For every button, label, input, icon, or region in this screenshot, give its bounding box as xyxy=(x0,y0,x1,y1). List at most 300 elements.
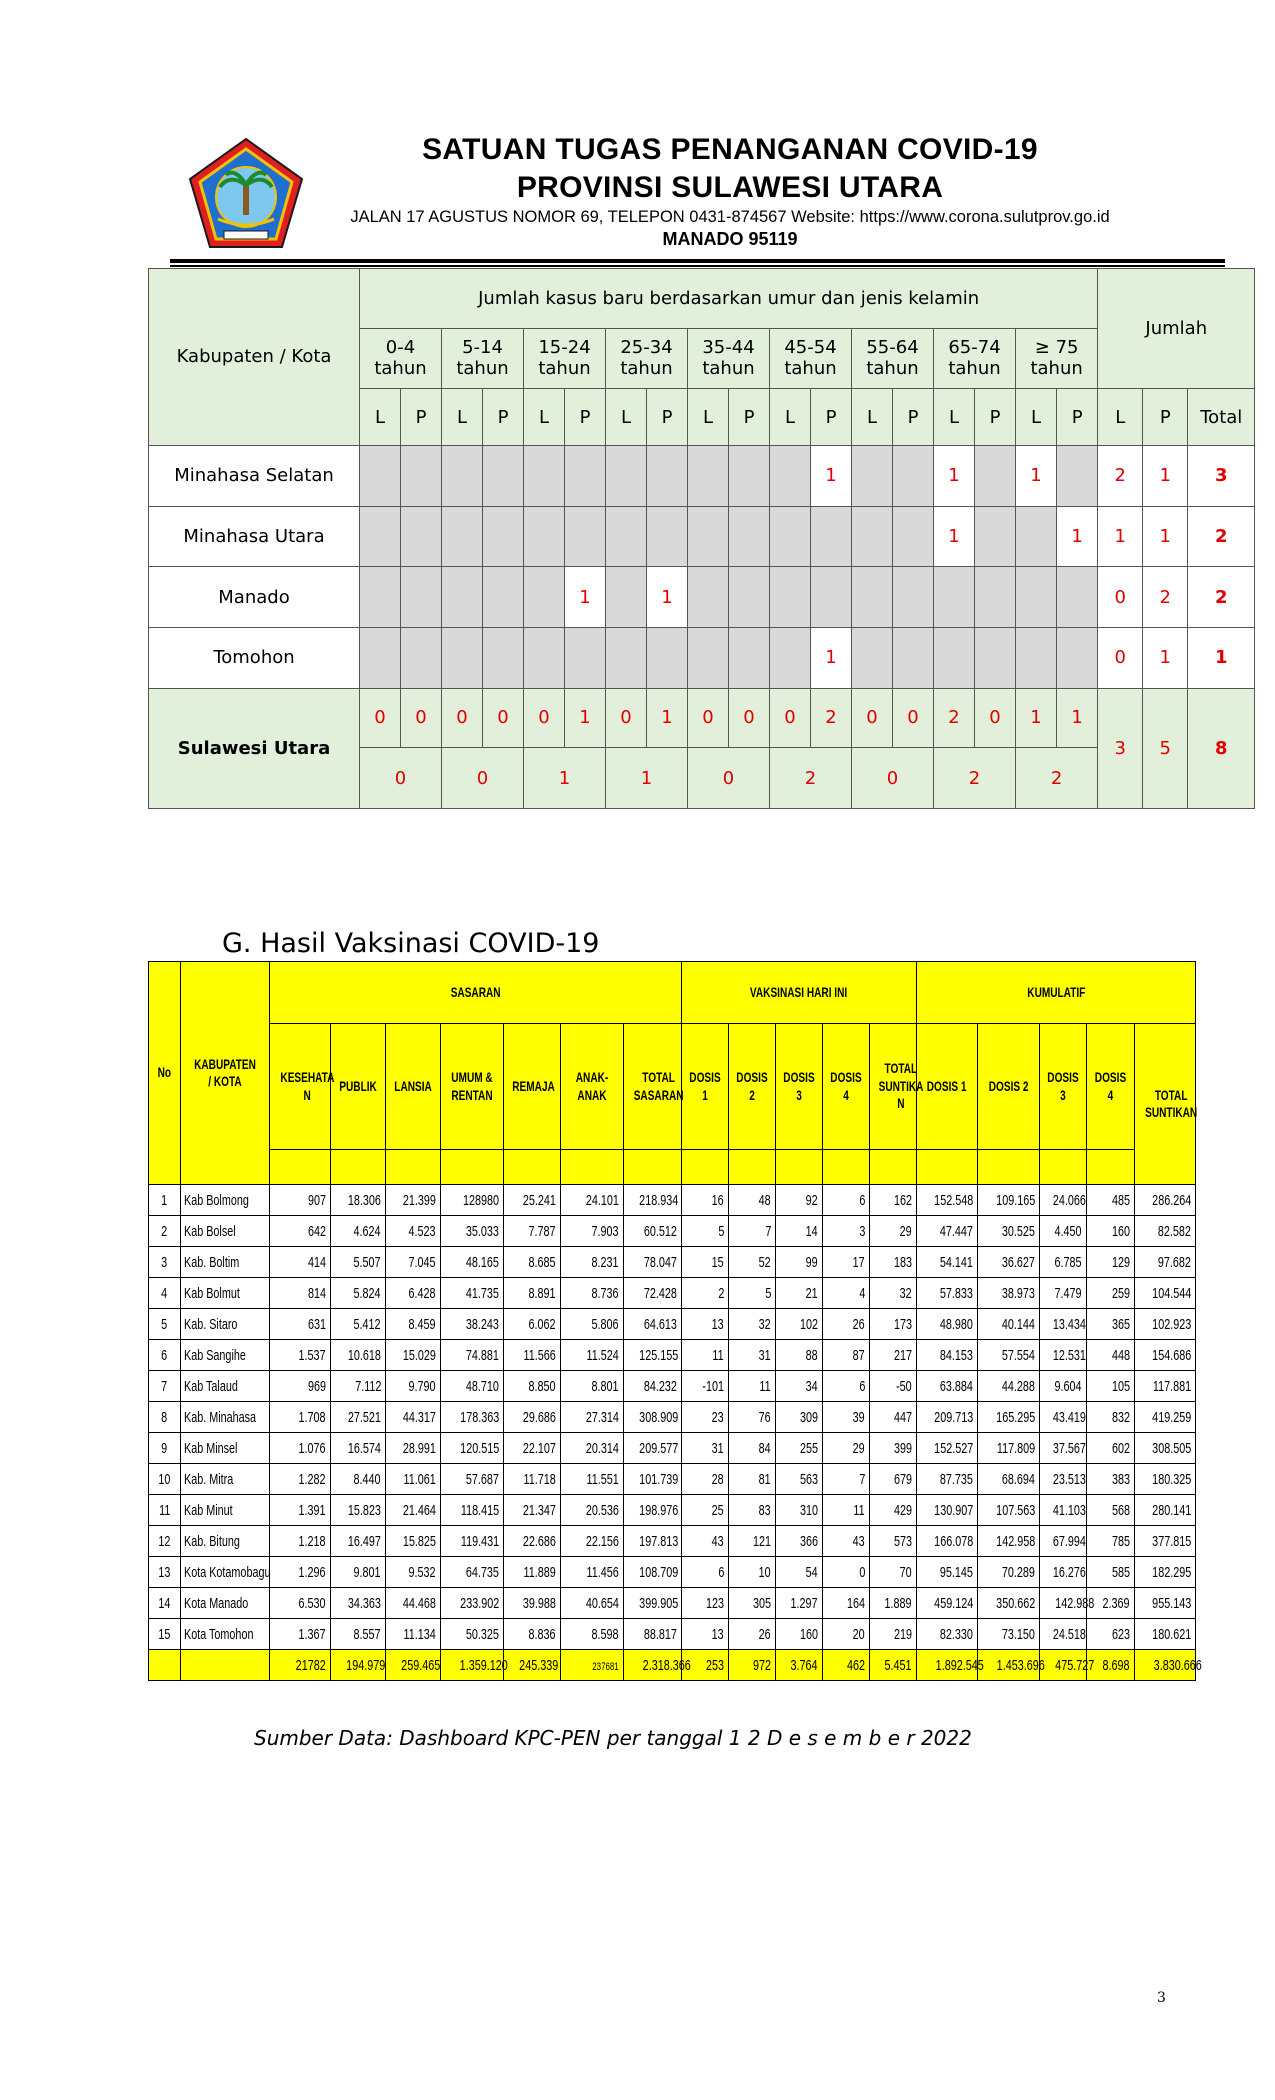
region-column-header: Kabupaten / Kota xyxy=(149,269,360,446)
vaccination-value-value: 154.686 xyxy=(1152,1346,1192,1364)
region-name xyxy=(181,1278,270,1309)
vaccination-value xyxy=(504,1557,561,1588)
case-cell xyxy=(401,627,442,688)
vaccination-value xyxy=(441,1433,504,1464)
vaccination-value xyxy=(1135,1247,1196,1278)
age-range-label: 5-14 xyxy=(462,337,503,359)
vaccination-value xyxy=(504,1309,561,1340)
vaccination-value-value: 173 xyxy=(893,1315,913,1333)
vaccination-value xyxy=(917,1588,978,1619)
vaccination-value xyxy=(270,1619,331,1650)
vaccination-row xyxy=(149,1495,1196,1526)
sex-label-male: L xyxy=(524,389,565,446)
vaccination-value-value: 84.153 xyxy=(939,1346,974,1364)
vaccination-value xyxy=(1040,1185,1087,1216)
kumulatif-col-header-label: DOSIS 1 xyxy=(927,1077,967,1094)
case-cell xyxy=(688,506,729,567)
vaccination-value-value: 23.513 xyxy=(1052,1470,1086,1488)
vaccination-value-value: 585 xyxy=(1111,1563,1131,1581)
vaccination-value-value: 164 xyxy=(846,1594,866,1612)
total-no-cell xyxy=(149,1650,181,1681)
vaccination-total xyxy=(386,1650,441,1681)
case-cell xyxy=(688,445,729,506)
sex-label-female: P xyxy=(811,389,852,446)
sex-label-female: P xyxy=(1143,389,1188,446)
vaccination-value xyxy=(1087,1433,1135,1464)
vaccination-value-value: 16.574 xyxy=(347,1439,381,1457)
vaccination-value-value: 814 xyxy=(307,1284,326,1302)
vaccination-value xyxy=(270,1340,331,1371)
region-name-value: Kota Kotamobagu xyxy=(184,1563,271,1581)
sex-label-male: L xyxy=(770,389,811,446)
vaccination-value xyxy=(729,1402,776,1433)
vaccination-value xyxy=(1040,1526,1087,1557)
province-age-cell: 1 xyxy=(606,748,688,809)
vaccination-value-value: 102.923 xyxy=(1152,1315,1192,1333)
vaccination-value-value: 88.817 xyxy=(643,1625,678,1643)
vaccination-value-value: 11.566 xyxy=(523,1346,556,1364)
vaccination-value xyxy=(978,1526,1040,1557)
sasaran-col-header xyxy=(331,1024,386,1150)
vaccination-total-value: 462 xyxy=(846,1656,866,1674)
sasaran-col-header xyxy=(270,1024,335,1150)
case-cell: 1 xyxy=(934,445,975,506)
sex-label-male: L xyxy=(852,389,893,446)
vaccination-value xyxy=(1135,1340,1196,1371)
vaccination-row xyxy=(149,1278,1196,1309)
vaccination-value xyxy=(823,1619,870,1650)
row-number-value: 1 xyxy=(161,1191,168,1209)
vaccination-value-value: 25.241 xyxy=(522,1191,556,1209)
vaccination-total-value: 5.451 xyxy=(884,1656,913,1674)
vaccination-value-value: 602 xyxy=(1111,1439,1131,1457)
vaccination-value xyxy=(331,1402,386,1433)
vaccination-value-value: 31 xyxy=(759,1346,772,1364)
hari-ini-col-header-label: DOSIS 4 xyxy=(830,1069,862,1103)
vaccination-total xyxy=(917,1650,984,1681)
row-number-value: 3 xyxy=(161,1253,168,1271)
vaccination-value-value: 43.419 xyxy=(1052,1408,1086,1426)
vaccination-value-value: 142.988 xyxy=(1055,1594,1095,1612)
age-group-header xyxy=(688,328,770,389)
case-cell xyxy=(852,445,893,506)
vaccination-value xyxy=(870,1619,917,1650)
vaccination-value-value: 7 xyxy=(765,1222,772,1240)
vaccination-value xyxy=(624,1185,682,1216)
vaccination-value-value: 48.980 xyxy=(939,1315,974,1333)
vaccination-value xyxy=(441,1309,504,1340)
province-sex-cell: 0 xyxy=(975,688,1016,748)
vaccination-value xyxy=(270,1495,331,1526)
vaccination-value xyxy=(776,1185,823,1216)
vaccination-value xyxy=(682,1495,729,1526)
vaccination-value-value: 955.143 xyxy=(1152,1594,1192,1612)
blank-header-cell xyxy=(441,1150,504,1185)
vaccination-value xyxy=(331,1371,386,1402)
total-name-cell xyxy=(181,1650,270,1681)
province-total-female: 5 xyxy=(1143,688,1188,808)
vaccination-value-value: 15.029 xyxy=(402,1346,436,1364)
region-name xyxy=(181,1588,270,1619)
vaccination-value-value: 308.505 xyxy=(1152,1439,1192,1457)
vaccination-row xyxy=(149,1216,1196,1247)
row-number-value: 6 xyxy=(161,1346,168,1364)
region-name-value: Kab. Boltim xyxy=(184,1253,240,1271)
case-cell xyxy=(483,445,524,506)
vaccination-value xyxy=(917,1619,978,1650)
case-cell xyxy=(442,567,483,628)
case-cell: 1 xyxy=(811,627,852,688)
vaccination-total xyxy=(441,1650,508,1681)
vaccination-value xyxy=(1040,1495,1087,1526)
vaccination-total xyxy=(729,1650,776,1681)
vaccination-value-value: 34 xyxy=(806,1377,819,1395)
vaccination-value-value: 125.155 xyxy=(639,1346,679,1364)
vaccination-value xyxy=(823,1185,870,1216)
vaccination-value-value: 31 xyxy=(712,1439,725,1457)
vaccination-value xyxy=(270,1278,331,1309)
vaccination-value-value: 60.512 xyxy=(643,1222,678,1240)
case-cell xyxy=(606,627,647,688)
vaccination-value-value: 7 xyxy=(859,1470,866,1488)
vaccination-value-value: 6 xyxy=(718,1563,725,1581)
vaccination-value-value: 142.958 xyxy=(995,1532,1036,1550)
case-cell xyxy=(565,506,606,567)
vaccination-value xyxy=(1040,1371,1087,1402)
case-cell xyxy=(1016,627,1057,688)
vaccination-value xyxy=(823,1309,870,1340)
vaccination-value-value: 44.288 xyxy=(1001,1377,1036,1395)
vaccination-value-value: 38.243 xyxy=(465,1315,499,1333)
case-cell: 1 xyxy=(1016,445,1057,506)
vaccination-value-value: 414 xyxy=(307,1253,326,1271)
vaccination-value xyxy=(978,1464,1040,1495)
vaccination-value-value: 9.790 xyxy=(408,1377,436,1395)
case-cell xyxy=(688,627,729,688)
vaccination-total-value: 972 xyxy=(752,1656,772,1674)
vaccination-row xyxy=(149,1464,1196,1495)
age-unit-label: tahun xyxy=(456,358,509,380)
vaccination-value-value: 7.903 xyxy=(591,1222,619,1240)
region-name xyxy=(181,1402,270,1433)
vaccination-total xyxy=(1040,1650,1095,1681)
vaccination-value-value: 6.530 xyxy=(298,1594,326,1612)
vaccination-value-value: 92 xyxy=(806,1191,819,1209)
vaccination-value-value: 72.428 xyxy=(643,1284,678,1302)
case-cell xyxy=(770,627,811,688)
row-number xyxy=(149,1619,181,1650)
vaccination-value xyxy=(1087,1402,1135,1433)
vaccination-value xyxy=(331,1185,386,1216)
vaccination-value xyxy=(729,1185,776,1216)
region-name xyxy=(181,1619,270,1650)
vaccination-value-value: 2.369 xyxy=(1102,1594,1131,1612)
blank-header-cell xyxy=(729,1150,776,1185)
vaccination-value-value: 120.515 xyxy=(459,1439,499,1457)
sex-label-female: P xyxy=(565,389,606,446)
vaccination-total xyxy=(870,1650,917,1681)
vaccination-value xyxy=(1087,1216,1135,1247)
vaccination-value xyxy=(1135,1185,1196,1216)
vaccination-value xyxy=(729,1309,776,1340)
province-age-cell: 0 xyxy=(360,748,442,809)
total-male: 0 xyxy=(1098,627,1143,688)
vaccination-value xyxy=(917,1526,978,1557)
vaccination-value xyxy=(917,1247,978,1278)
age-range-label: 35-44 xyxy=(702,337,755,359)
hari-ini-col-header xyxy=(870,1024,924,1150)
vaccination-value xyxy=(776,1464,823,1495)
kumulatif-col-header xyxy=(917,1024,978,1150)
vaccination-value-value: 26 xyxy=(759,1625,772,1643)
vaccination-value xyxy=(870,1526,917,1557)
vaccination-value xyxy=(504,1619,561,1650)
age-range-label: ≥ 75 xyxy=(1034,337,1079,359)
vaccination-total xyxy=(776,1650,823,1681)
region-name xyxy=(181,1340,270,1371)
vaccination-value-value: 50.325 xyxy=(465,1625,499,1643)
vaccination-value-value: 1.218 xyxy=(298,1532,326,1550)
vaccination-value-value: 7.045 xyxy=(408,1253,436,1271)
vaccination-value xyxy=(386,1247,441,1278)
vaccination-value xyxy=(441,1402,504,1433)
vaccination-value xyxy=(776,1340,823,1371)
vaccination-value xyxy=(441,1278,504,1309)
vaccination-value xyxy=(917,1278,978,1309)
case-cell: 1 xyxy=(811,445,852,506)
vaccination-value-value: 11.456 xyxy=(586,1563,619,1581)
vaccination-value xyxy=(561,1216,624,1247)
vaccination-value xyxy=(386,1619,441,1650)
vaccination-value xyxy=(1135,1588,1196,1619)
vaccination-value-value: 365 xyxy=(1111,1315,1131,1333)
province-sex-cell: 0 xyxy=(483,688,524,748)
vaccination-value-value: 14 xyxy=(806,1222,819,1240)
vaccination-value xyxy=(870,1309,917,1340)
case-cell xyxy=(811,567,852,628)
vaccination-value xyxy=(624,1371,682,1402)
vaccination-value xyxy=(331,1247,386,1278)
vaccination-value xyxy=(270,1402,331,1433)
vaccination-value xyxy=(331,1340,386,1371)
vaccination-value-value: 310 xyxy=(799,1501,819,1519)
vaccination-value xyxy=(270,1371,331,1402)
case-cell xyxy=(729,627,770,688)
total-cases: 2 xyxy=(1188,567,1255,628)
vaccination-value-value: 39.988 xyxy=(522,1594,556,1612)
vaccination-value-value: 217 xyxy=(893,1346,913,1364)
age-unit-label: tahun xyxy=(374,358,427,380)
case-cell xyxy=(442,506,483,567)
vaccination-value-value: 44.317 xyxy=(402,1408,436,1426)
case-cell xyxy=(770,567,811,628)
vaccination-value-value: 68.694 xyxy=(1001,1470,1036,1488)
case-cell xyxy=(524,567,565,628)
case-cell xyxy=(401,506,442,567)
total-female: 1 xyxy=(1143,445,1188,506)
vaccination-row xyxy=(149,1402,1196,1433)
vaccination-value xyxy=(978,1402,1040,1433)
vaccination-row xyxy=(149,1526,1196,1557)
vaccination-value xyxy=(624,1433,682,1464)
vaccination-value-value: 563 xyxy=(799,1470,819,1488)
row-number xyxy=(149,1402,181,1433)
age-unit-label: tahun xyxy=(620,358,673,380)
kumulatif-col-header xyxy=(1087,1024,1135,1150)
vaccination-total xyxy=(331,1650,386,1681)
vaccination-value-value: 399.905 xyxy=(639,1594,679,1612)
vaccination-value-value: 35.033 xyxy=(465,1222,499,1240)
region-name xyxy=(181,1309,270,1340)
vaccination-value xyxy=(270,1185,331,1216)
vaccination-value xyxy=(504,1185,561,1216)
vaccination-value xyxy=(441,1619,504,1650)
total-cases: 3 xyxy=(1188,445,1255,506)
vaccination-value xyxy=(561,1371,624,1402)
vaccination-value xyxy=(1135,1619,1196,1650)
age-sex-group-header: Jumlah kasus baru berdasarkan umur dan jenis kelamin xyxy=(360,269,1098,329)
vaccination-value-value: 29 xyxy=(900,1222,913,1240)
vaccination-value-value: 5.507 xyxy=(353,1253,381,1271)
north-sulawesi-province-emblem xyxy=(184,135,308,253)
vaccination-value-value: 16.276 xyxy=(1052,1563,1086,1581)
vaccination-value xyxy=(776,1526,823,1557)
vaccination-value-value: 152.548 xyxy=(933,1191,974,1209)
vaccination-row xyxy=(149,1309,1196,1340)
vaccination-value-value: 57.687 xyxy=(465,1470,499,1488)
case-cell xyxy=(606,506,647,567)
vaccination-value xyxy=(331,1309,386,1340)
vaccination-value xyxy=(978,1557,1040,1588)
vaccination-value xyxy=(331,1216,386,1247)
vaccination-value xyxy=(1135,1557,1196,1588)
case-cell xyxy=(893,506,934,567)
vaccination-value xyxy=(386,1433,441,1464)
vaccination-value xyxy=(823,1340,870,1371)
case-cell xyxy=(893,627,934,688)
vaccination-value-value: 9.801 xyxy=(353,1563,381,1581)
vaccination-total-value: 2.318.366 xyxy=(642,1656,691,1674)
row-number-value: 13 xyxy=(158,1563,171,1581)
vaccination-value-value: 233.902 xyxy=(459,1594,499,1612)
vaccination-value xyxy=(978,1278,1040,1309)
vaccination-value-value: 11 xyxy=(712,1346,725,1364)
vaccination-value-value: 6.062 xyxy=(528,1315,556,1333)
vaccination-value xyxy=(331,1464,386,1495)
vaccination-value-value: 101.739 xyxy=(639,1470,679,1488)
vaccination-value xyxy=(729,1371,776,1402)
vaccination-value-value: 8.557 xyxy=(353,1625,381,1643)
vaccination-value-value: 97.682 xyxy=(1158,1253,1192,1271)
vaccination-value xyxy=(776,1619,823,1650)
vaccination-value xyxy=(624,1340,682,1371)
vaccination-value-value: 64.735 xyxy=(465,1563,499,1581)
vaccination-value-value: 1.367 xyxy=(298,1625,326,1643)
vaccination-value xyxy=(270,1464,331,1495)
vaccination-row xyxy=(149,1557,1196,1588)
province-age-cell: 1 xyxy=(524,748,606,809)
vaccination-value-value: 1.282 xyxy=(298,1470,326,1488)
vaccination-value xyxy=(624,1495,682,1526)
vaccination-value-value: 178.363 xyxy=(459,1408,499,1426)
kumulatif-col-header-label: DOSIS 2 xyxy=(988,1077,1029,1094)
vaccination-value-value: 485 xyxy=(1111,1191,1131,1209)
region-name-value: Kota Manado xyxy=(184,1594,249,1612)
vaccination-value-value: 29.686 xyxy=(522,1408,556,1426)
vaccination-value-value: 21.399 xyxy=(402,1191,436,1209)
case-cell xyxy=(770,506,811,567)
row-number xyxy=(149,1371,181,1402)
age-range-label: 45-54 xyxy=(784,337,837,359)
vaccination-value-value: 5.412 xyxy=(353,1315,381,1333)
vaccination-value-value: 8.598 xyxy=(591,1625,619,1643)
vaccination-value xyxy=(729,1216,776,1247)
vaccination-total xyxy=(1135,1650,1202,1681)
vaccination-value xyxy=(1087,1247,1135,1278)
vaccination-value-value: 459.124 xyxy=(933,1594,974,1612)
region-row xyxy=(149,445,1255,506)
vaccination-value xyxy=(870,1588,917,1619)
vaccination-value xyxy=(682,1278,729,1309)
case-cell xyxy=(483,506,524,567)
sasaran-col-header-label: REMAJA xyxy=(512,1077,555,1094)
row-number xyxy=(149,1526,181,1557)
vaccination-value xyxy=(917,1371,978,1402)
vaccination-value-value: 29 xyxy=(853,1439,866,1457)
vaccination-value xyxy=(386,1309,441,1340)
case-cell xyxy=(975,567,1016,628)
vaccination-value-value: 160 xyxy=(799,1625,819,1643)
vaccination-total-value: 8.698 xyxy=(1102,1656,1131,1674)
vaccination-value xyxy=(331,1619,386,1650)
vaccination-value-value: 4 xyxy=(859,1284,866,1302)
vaccination-value xyxy=(1135,1402,1196,1433)
no-column-header: No xyxy=(149,962,181,1185)
vaccination-value-value: 57.833 xyxy=(939,1284,974,1302)
vaccination-value-value: 34.363 xyxy=(347,1594,381,1612)
vaccination-value-value: 305 xyxy=(752,1594,772,1612)
region-name xyxy=(181,1247,270,1278)
vaccination-value xyxy=(331,1588,386,1619)
province-sex-cell: 0 xyxy=(893,688,934,748)
vaccination-value-value: 280.141 xyxy=(1152,1501,1192,1519)
row-number xyxy=(149,1495,181,1526)
vaccination-total xyxy=(561,1650,624,1681)
vaccination-value xyxy=(682,1526,729,1557)
vaccination-value xyxy=(1135,1309,1196,1340)
vaccination-value xyxy=(624,1247,682,1278)
vaccination-value xyxy=(1087,1278,1135,1309)
vaccination-value xyxy=(386,1526,441,1557)
vaccination-value xyxy=(682,1309,729,1340)
age-unit-label: tahun xyxy=(538,358,591,380)
age-unit-label: tahun xyxy=(866,358,919,380)
vaccination-value-value: 8.801 xyxy=(591,1377,619,1395)
vaccination-value-value: 67.994 xyxy=(1052,1532,1086,1550)
vaccination-value xyxy=(1087,1526,1135,1557)
region-name-value: Kab Minsel xyxy=(184,1439,238,1457)
sex-label-male: L xyxy=(606,389,647,446)
vaccination-value xyxy=(1135,1216,1196,1247)
vaccination-value-value: 6.785 xyxy=(1054,1253,1083,1271)
vaccination-value xyxy=(561,1402,624,1433)
vaccination-value xyxy=(441,1464,504,1495)
region-name xyxy=(181,1216,270,1247)
vaccination-value-value: 20.536 xyxy=(585,1501,619,1519)
vaccination-value xyxy=(776,1216,823,1247)
vaccination-value xyxy=(978,1216,1040,1247)
vaccination-value-value: 87 xyxy=(853,1346,866,1364)
